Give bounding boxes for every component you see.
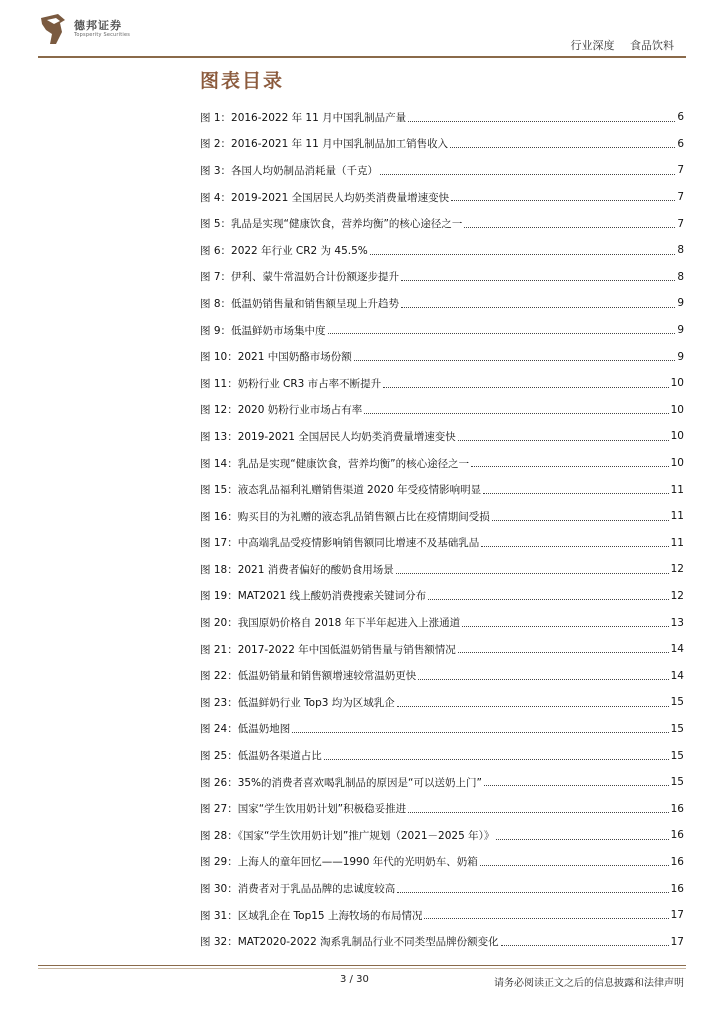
- toc-entry[interactable]: [200, 237, 684, 264]
- toc-leader-dots: [501, 944, 669, 946]
- toc-entry-page: 9: [677, 324, 684, 337]
- toc-leader-dots: [418, 678, 668, 680]
- toc-entry-label: 图 16：购买目的为礼赠的液态乳品销售额占比在疫情期间受损: [200, 510, 490, 523]
- toc-leader-dots: [480, 864, 669, 866]
- toc-entry-label: 图 14：乳品是实现“健康饮食，营养均衡”的核心途径之一: [200, 457, 470, 470]
- toc-leader-dots: [496, 838, 668, 840]
- header-divider: [38, 56, 686, 58]
- toc-entry-page: 15: [670, 749, 684, 762]
- toc-entry[interactable]: [200, 689, 684, 716]
- toc-leader-dots: [292, 731, 668, 733]
- toc-leader-dots: [462, 625, 669, 627]
- toc-entry[interactable]: [200, 131, 684, 158]
- toc-entry-label: 图 1：2016-2022 年 11 月中国乳制品产量: [200, 111, 407, 124]
- toc-leader-dots: [380, 173, 675, 175]
- toc-entry-page: 16: [670, 882, 684, 895]
- toc-entry-page: 6: [677, 137, 684, 150]
- toc-entry[interactable]: [200, 104, 684, 131]
- report-tags: [571, 37, 675, 53]
- toc-leader-dots: [397, 705, 669, 707]
- toc-entry-label: 图 4：2019-2021 全国居民人均奶类消费量增速变快: [200, 191, 450, 204]
- toc-entry-page: 15: [670, 722, 684, 735]
- toc-entry-label: 图 24：低温奶地图: [200, 723, 291, 736]
- toc-entry[interactable]: [200, 264, 684, 291]
- brand-mark-icon: [38, 12, 68, 46]
- toc-entry-label: 图 20：我国原奶价格自 2018 年下半年起进入上涨通道: [200, 617, 461, 630]
- toc-entry-page: 12: [670, 589, 684, 602]
- toc-entry-label: 图 32：MAT2020-2022 淘系乳制品行业不同类型品牌份额变化: [200, 936, 499, 949]
- toc-entry[interactable]: [200, 397, 684, 424]
- toc-entry-label: 图 17：中高端乳品受疫情影响销售额同比增速不及基础乳品: [200, 537, 480, 550]
- toc-entry-page: 10: [670, 403, 684, 416]
- toc-entry-page: 7: [677, 191, 684, 204]
- toc-entry[interactable]: [200, 902, 684, 929]
- toc-leader-dots: [328, 332, 676, 334]
- toc-leader-dots: [354, 359, 676, 361]
- toc-entry-label: 图 28：《国家“学生饮用奶计划”推广规划（2021－2025 年）》: [200, 829, 495, 842]
- toc-entry-label: 图 31：区域乳企在 Top15 上海牧场的布局情况: [200, 909, 423, 922]
- toc-leader-dots: [396, 572, 669, 574]
- toc-leader-dots: [424, 917, 668, 919]
- toc-entry[interactable]: [200, 769, 684, 796]
- toc-entry-page: 16: [670, 855, 684, 868]
- footer-divider-secondary: [38, 968, 686, 969]
- toc-entry-page: 8: [677, 270, 684, 283]
- toc-leader-dots: [458, 651, 669, 653]
- toc-leader-dots: [324, 758, 669, 760]
- toc-leader-dots: [492, 519, 669, 521]
- toc-entry-label: 图 10：2021 中国奶酪市场份额: [200, 351, 352, 364]
- toc-entry[interactable]: [200, 928, 684, 955]
- toc-entry-label: 图 7：伊利、蒙牛常温奶合计份额逐步提升: [200, 271, 400, 284]
- toc-entry[interactable]: [200, 716, 684, 743]
- toc-entry-label: 图 22：低温奶销量和销售额增速较常温奶更快: [200, 670, 417, 683]
- toc-entry-label: 图 21：2017-2022 年中国低温奶销售量与销售额情况: [200, 643, 456, 656]
- toc-entry[interactable]: [200, 822, 684, 849]
- toc-leader-dots: [484, 784, 669, 786]
- toc-entry[interactable]: [200, 210, 684, 237]
- toc-leader-dots: [408, 811, 669, 813]
- toc-entry-page: 7: [677, 217, 684, 230]
- toc-entry-page: 14: [670, 669, 684, 682]
- toc-entry-page: 15: [670, 776, 684, 789]
- toc-entry-page: 6: [677, 111, 684, 124]
- toc-entry[interactable]: [200, 609, 684, 636]
- toc-entry-page: 12: [670, 563, 684, 576]
- toc-leader-dots: [370, 253, 676, 255]
- toc-entry-label: 图 13：2019-2021 全国居民人均奶类消费量增速变快: [200, 430, 456, 443]
- toc-entry[interactable]: [200, 476, 684, 503]
- company-logo: [38, 12, 130, 46]
- toc-entry-label: 图 23：低温鲜奶行业 Top3 均为区域乳企: [200, 696, 395, 709]
- toc-leader-dots: [483, 492, 669, 494]
- toc-entry-page: 14: [670, 643, 684, 656]
- toc-entry-label: 图 19：MAT2021 线上酸奶消费搜索关键词分布: [200, 590, 427, 603]
- toc-entry-page: 13: [670, 616, 684, 629]
- toc-leader-dots: [451, 199, 675, 201]
- toc-entry-label: 图 2：2016-2021 年 11 月中国乳制品加工销售收入: [200, 138, 449, 151]
- toc-entry[interactable]: [200, 875, 684, 902]
- toc-leader-dots: [364, 412, 668, 414]
- toc-entry[interactable]: [200, 370, 684, 397]
- toc-entry-page: 16: [670, 802, 684, 815]
- toc-entry[interactable]: [200, 343, 684, 370]
- toc-entry-page: 10: [670, 457, 684, 470]
- toc-entry[interactable]: [200, 849, 684, 876]
- toc-leader-dots: [401, 306, 675, 308]
- toc-entry[interactable]: [200, 423, 684, 450]
- toc-entry[interactable]: [200, 157, 684, 184]
- toc-entry[interactable]: [200, 503, 684, 530]
- toc-title: 图表目录: [200, 70, 285, 92]
- toc-entry-label: 图 25：低温奶各渠道占比: [200, 750, 322, 763]
- toc-entry-label: 图 18：2021 消费者偏好的酸奶食用场景: [200, 563, 394, 576]
- toc-leader-dots: [464, 226, 675, 228]
- toc-entry-label: 图 26：35%的消费者喜欢喝乳制品的原因是“可以送奶上门”: [200, 776, 482, 789]
- toc-entry-label: 图 12：2020 奶粉行业市场占有率: [200, 404, 363, 417]
- toc-leader-dots: [428, 598, 669, 600]
- toc-leader-dots: [383, 386, 668, 388]
- legal-disclaimer: 请务必阅读正文之后的信息披露和法律声明: [494, 978, 684, 989]
- footer-divider: [38, 965, 686, 966]
- toc-entry-page: 17: [670, 935, 684, 948]
- toc-entry-page: 7: [677, 164, 684, 177]
- page-number: 3 / 30: [340, 974, 369, 985]
- toc-entry[interactable]: [200, 317, 684, 344]
- table-of-figures: [200, 104, 684, 955]
- toc-entry-label: 图 30：消费者对于乳品品牌的忠诚度较高: [200, 883, 396, 896]
- toc-entry-label: 图 9：低温鲜奶市场集中度: [200, 324, 326, 337]
- toc-entry-label: 图 11：奶粉行业 CR3 市占率不断提升: [200, 377, 382, 390]
- toc-entry-page: 8: [677, 244, 684, 257]
- brand-name-cn: 德邦证券: [74, 19, 122, 32]
- report-type-tag: 行业深度: [570, 39, 615, 52]
- brand-name-en: Topsperity Securities: [74, 32, 131, 38]
- toc-entry-page: 11: [670, 510, 684, 523]
- toc-entry[interactable]: [200, 184, 684, 211]
- toc-entry[interactable]: [200, 583, 684, 610]
- toc-leader-dots: [397, 891, 668, 893]
- toc-entry[interactable]: [200, 662, 684, 689]
- toc-entry-label: 图 5：乳品是实现“健康饮食，营养均衡”的核心途径之一: [200, 218, 463, 231]
- toc-entry-page: 16: [670, 829, 684, 842]
- industry-tag: 食品饮料: [630, 39, 674, 52]
- toc-entry-label: 图 8：低温奶销售量和销售额呈现上升趋势: [200, 297, 400, 310]
- toc-entry[interactable]: [200, 795, 684, 822]
- toc-entry-page: 10: [670, 430, 684, 443]
- toc-entry[interactable]: [200, 290, 684, 317]
- toc-leader-dots: [408, 120, 675, 122]
- toc-leader-dots: [458, 439, 669, 441]
- toc-entry-label: 图 29：上海人的童年回忆——1990 年代的光明奶车、奶箱: [200, 856, 478, 869]
- toc-entry[interactable]: [200, 450, 684, 477]
- toc-leader-dots: [450, 146, 675, 148]
- toc-entry-page: 9: [677, 350, 684, 363]
- toc-leader-dots: [471, 465, 669, 467]
- toc-entry-page: 15: [670, 696, 684, 709]
- toc-entry-label: 图 3：各国人均奶制品消耗量（千克）: [200, 164, 379, 177]
- toc-leader-dots: [401, 279, 675, 281]
- toc-entry-label: 图 6：2022 年行业 CR2 为 45.5%: [200, 244, 368, 257]
- toc-entry[interactable]: [200, 742, 684, 769]
- toc-entry-page: 17: [670, 909, 684, 922]
- toc-entry-page: 11: [670, 483, 684, 496]
- toc-leader-dots: [481, 545, 668, 547]
- toc-entry[interactable]: [200, 636, 684, 663]
- toc-entry-label: 图 27：国家“学生饮用奶计划”积极稳妥推进: [200, 803, 407, 816]
- toc-entry-page: 9: [677, 297, 684, 310]
- toc-entry[interactable]: [200, 556, 684, 583]
- toc-entry-label: 图 15：液态乳品福利礼赠销售渠道 2020 年受疫情影响明显: [200, 484, 482, 497]
- toc-entry-page: 11: [670, 536, 684, 549]
- toc-entry[interactable]: [200, 530, 684, 557]
- toc-entry-page: 10: [670, 377, 684, 390]
